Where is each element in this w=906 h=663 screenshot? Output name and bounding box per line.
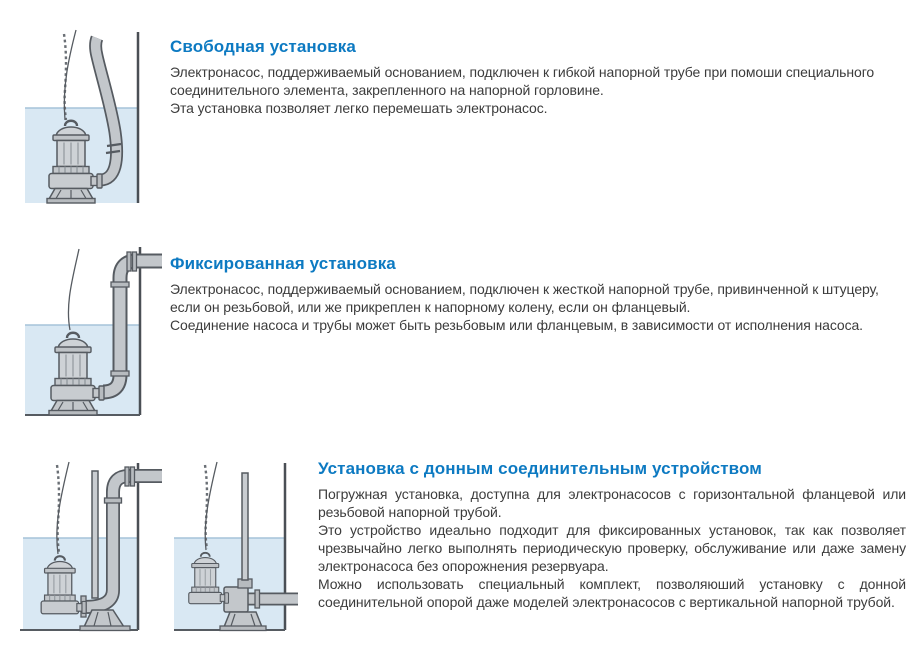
section-free-installation xyxy=(170,37,906,117)
power-cable xyxy=(64,30,76,120)
section-paragraph: Соединение насоса и трубы может быть резьбовым или фланцевым, в зависимости от исполнения насоса. xyxy=(170,317,863,333)
section-paragraph: Эта установка позволяет легко перемешать электронасос. xyxy=(170,100,548,116)
section-fixed-installation xyxy=(170,254,906,334)
figure-free-installation xyxy=(12,12,162,225)
wall-flange xyxy=(127,252,131,271)
wall-flange xyxy=(133,252,137,271)
wall-flange xyxy=(131,467,135,486)
guide-rail xyxy=(242,473,248,580)
section-title-free-installation: Свободная установка xyxy=(170,37,356,56)
figure-bottom-coupling-vertical-pipe xyxy=(12,447,162,660)
section-paragraph: Можно использовать специальный комплект, позволяюший установку с донной соединительной опорой даже моделей электронасосов с вертикальной напорной трубой. xyxy=(318,576,906,610)
section-paragraph: Электронасос, поддерживаемый основанием, подключен к гибкой напорной трубе при помоши специального соединительного элемента, закрепленного на напорной горловине. xyxy=(170,64,875,98)
section-paragraph: Электронасос, поддерживаемый основанием, подключен к жесткой напорной трубе, привинченной к штуцеру, если он резьбовой, или же прикреплен к напорному колену, если он фланцевый. xyxy=(170,281,879,315)
wall-flange xyxy=(125,467,129,486)
section-title-bottom-coupling: Установка с донным соединительным устройством xyxy=(318,459,762,478)
pipe-flange xyxy=(111,282,129,287)
section-bottom-coupling xyxy=(318,459,906,611)
section-paragraph: Это устройство идеально подходит для фиксированных установок, так как позволяет чрезвычайно легко выполнять периодическую проверку, обслуживание или даже замену электронасоса без опорожнения резервуара. xyxy=(318,522,906,574)
pipe-flange xyxy=(105,498,122,503)
figure-fixed-installation xyxy=(12,232,162,445)
guide-rail xyxy=(92,471,98,598)
pipe-flange xyxy=(111,371,129,376)
section-title-fixed-installation: Фиксированная установка xyxy=(170,254,396,273)
section-paragraph: Погружная установка, доступна для электронасосов с горизонтальной фланцевой или резьбовой напорной трубой. xyxy=(318,486,906,520)
figure-bottom-coupling-horizontal-pipe xyxy=(172,447,320,660)
pipe-flange xyxy=(255,590,260,608)
power-cable xyxy=(68,249,79,330)
